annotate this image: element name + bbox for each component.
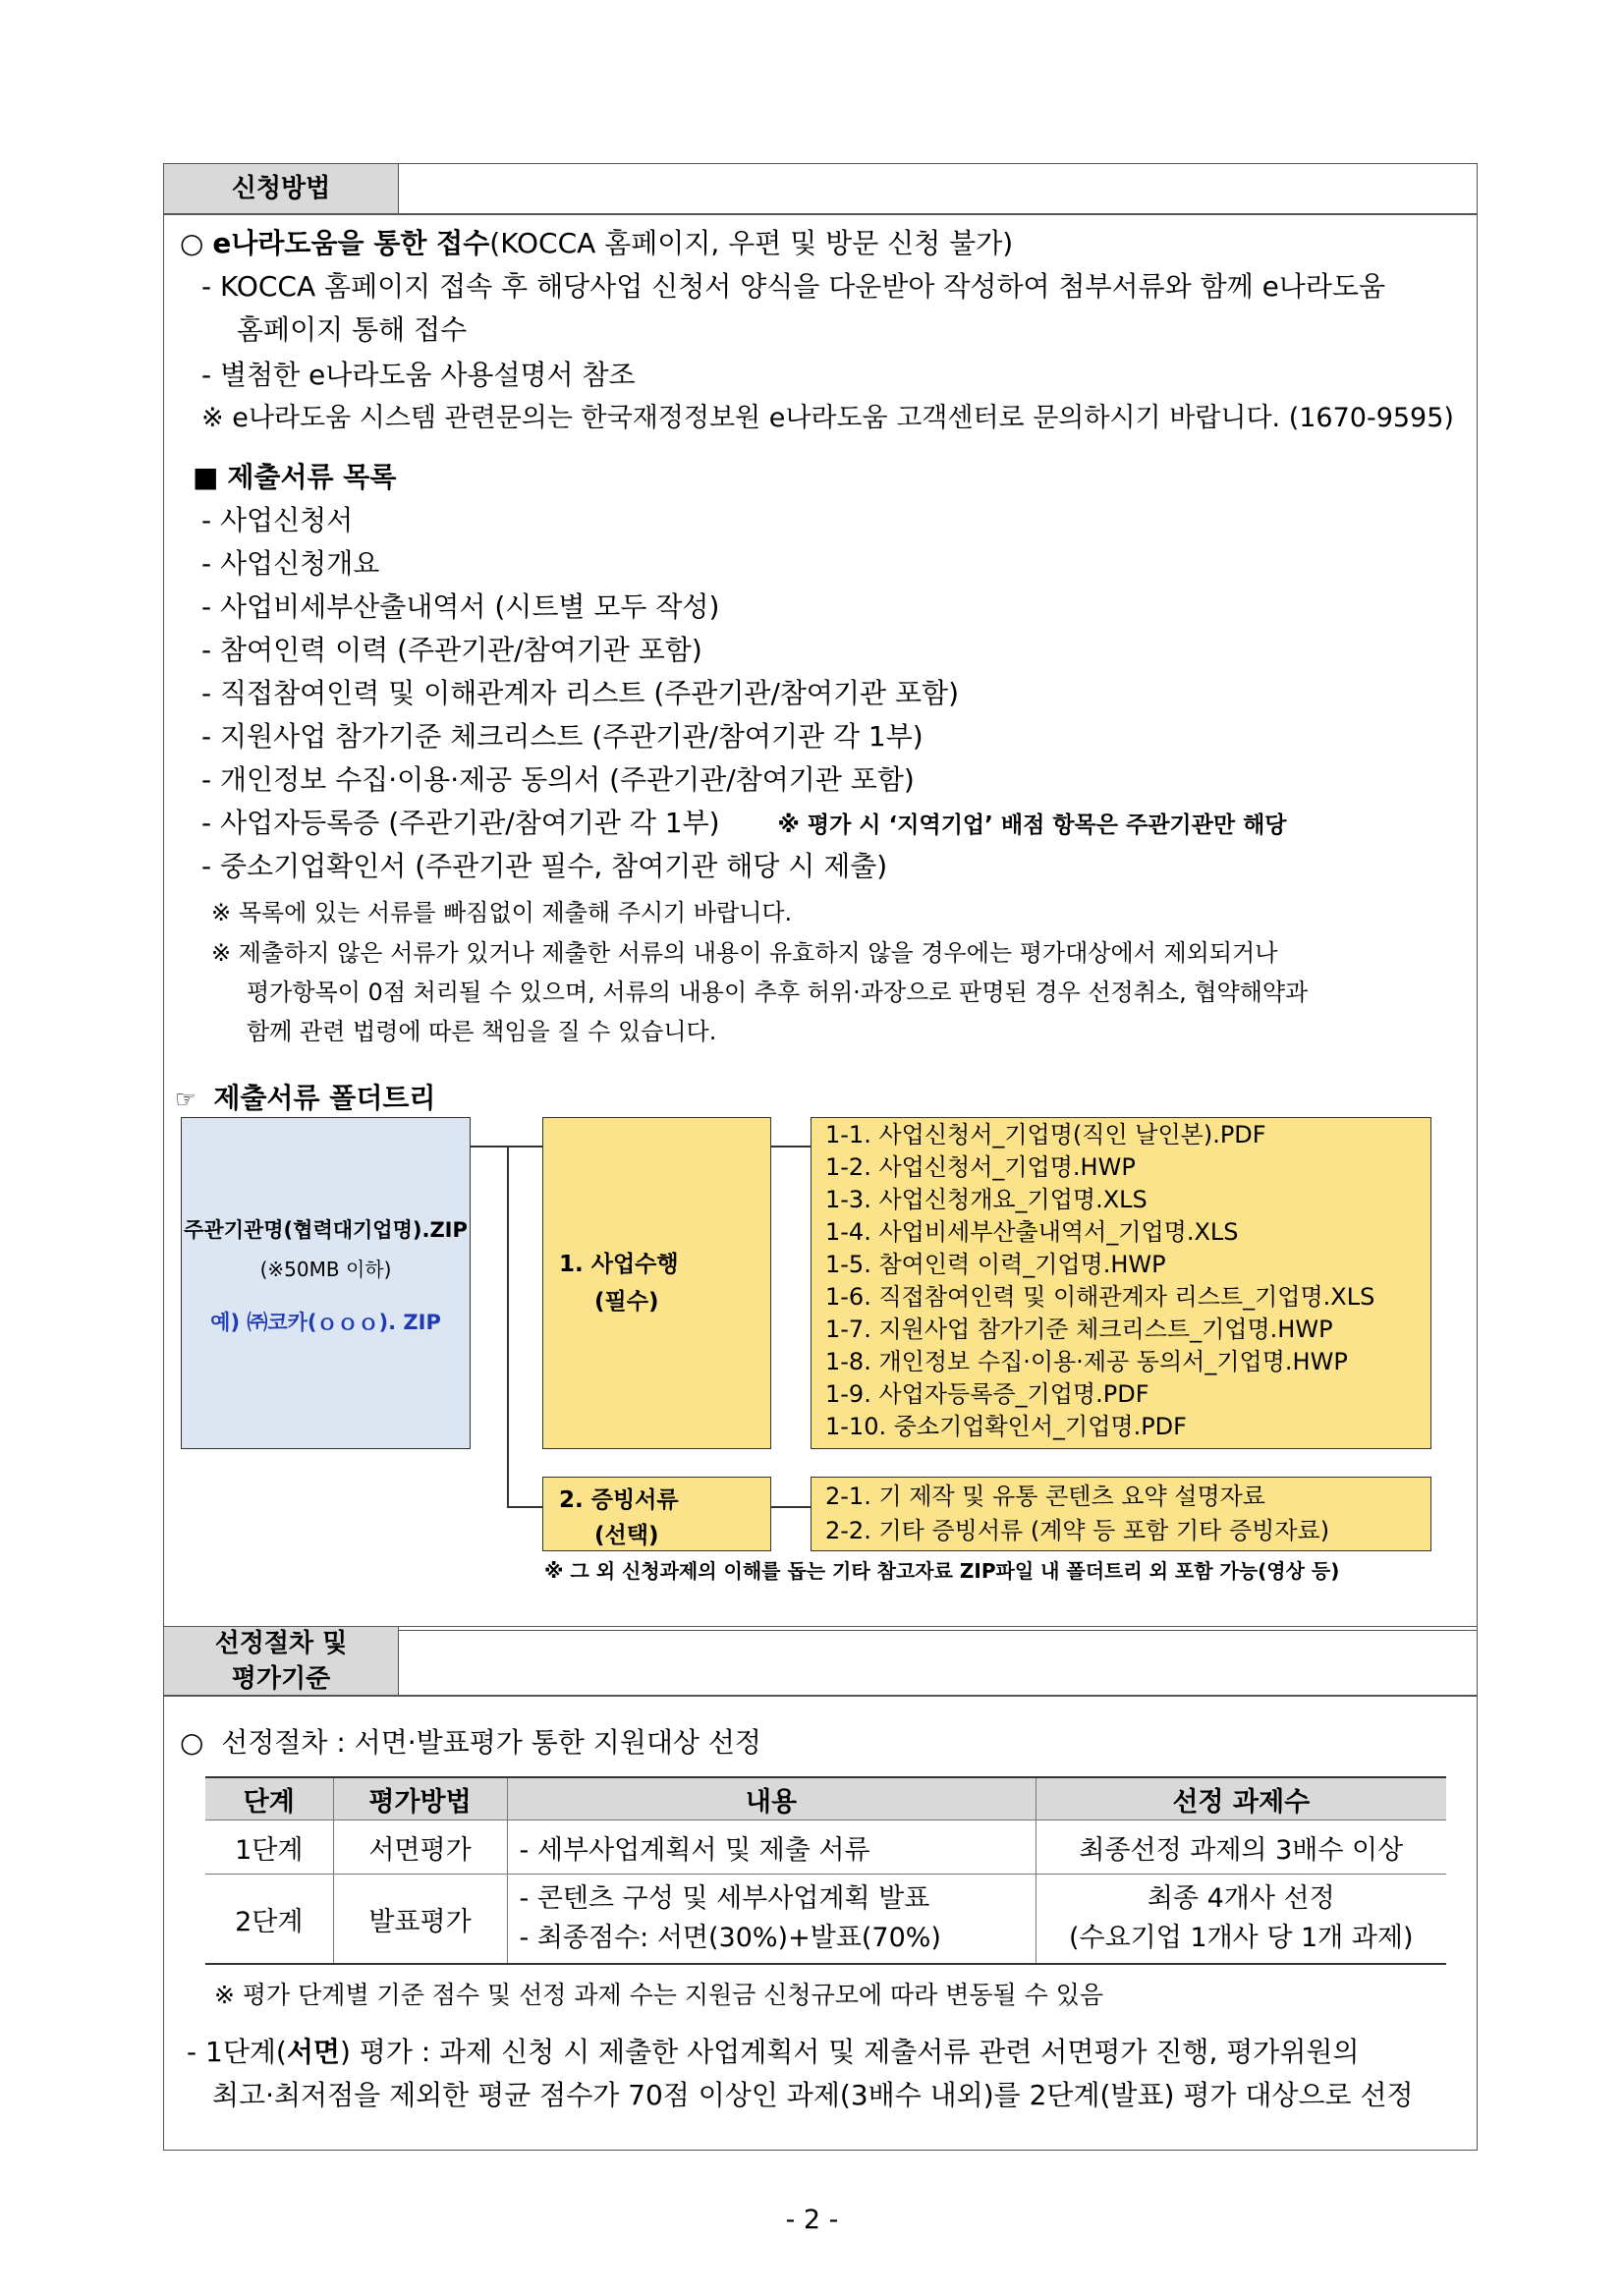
circle-bullet-icon: ○ [180, 1726, 222, 1759]
list-item: - 직접참여인력 및 이해관계자 리스트 (주관기관/참여기관 포함) [201, 677, 959, 709]
table-header-row [205, 1777, 1446, 1820]
file-item: 1-5. 참여인력 이력_기업명.HWP [825, 1251, 1166, 1278]
apply-bullet-1-line2: 홈페이지 통해 접수 [237, 313, 468, 346]
file-item: 1-4. 사업비세부산출내역서_기업명.XLS [825, 1218, 1239, 1246]
pointing-hand-icon: ☞ [175, 1086, 196, 1113]
list-item: - 사업비세부산출내역서 (시트별 모두 작성) [201, 590, 720, 623]
header-row-divider [163, 213, 1478, 215]
folder-1-files [811, 1117, 1431, 1449]
file-item: 1-3. 사업신청개요_기업명.XLS [825, 1186, 1148, 1213]
docs-note-2: ※ 제출하지 않은 서류가 있거나 제출한 서류의 내용이 유효하지 않을 경우에는 평가대상에서 제외되거나 평가항목이 0점 처리될 수 있으며, 서류의 내용이 추후 허위·과장으로 판명된 경우 선정취소, 협약해약과 함께 관련 법령에 따른 책임을 질 수 있습니다. [211, 939, 1309, 1045]
file-item: 1-10. 중소기업확인서_기업명.PDF [825, 1413, 1187, 1440]
list-item: - 지원사업 참가기준 체크리스트 (주관기관/참여기관 각 1부) [201, 720, 924, 753]
root-zip-example: 예) ㈜코카(ｏｏｏ). ZIP [210, 1311, 441, 1334]
col-header: 평가방법 [333, 1777, 507, 1820]
circle-bullet-icon: ○ [180, 227, 213, 259]
list-item: - 사업자등록증 (주관기관/참여기관 각 1부) ※ 평가 시 ‘지역기업’ 배점 항목은 주관기관만 해당 [201, 807, 1287, 839]
evaluation-table [205, 1776, 1446, 1965]
apply-note: ※ e나라도움 시스템 관련문의는 한국재정정보원 e나라도움 고객센터로 문의하시기 바랍니다. (1670-9595) [201, 403, 1454, 433]
file-item: 1-8. 개인정보 수집·이용·제공 동의서_기업명.HWP [825, 1348, 1348, 1375]
list-item: - 사업신청개요 [201, 547, 380, 580]
apply-intro: ○ e나라도움을 통한 접수(KOCCA 홈페이지, 우편 및 방문 신청 불가) [180, 227, 1014, 259]
connector-folder2-files [770, 1506, 811, 1508]
col-header: 단계 [205, 1777, 333, 1820]
list-item: - 사업신청서 [201, 504, 354, 536]
list-item: - 중소기업확인서 (주관기관 필수, 참여기관 해당 시 제출) [201, 850, 888, 882]
apply-bullet-1 [201, 267, 1459, 350]
file-item: 2-2. 기타 증빙서류 (계약 등 포함 기타 증빙자료) [825, 1517, 1330, 1544]
header-selection: 선정절차 및 평가기준 [164, 1627, 399, 1695]
header-apply-method: 신청방법 [164, 164, 399, 213]
table-row: 2단계 발표평가 - 콘텐츠 구성 및 세부사업계획 발표 - 최종점수: 서면(30%)+발표(70%) 최종 4개사 선정 (수요기업 1개사 당 1개 과제) [205, 1875, 1446, 1965]
connector-trunk [507, 1146, 509, 1507]
file-item: 1-2. 사업신청서_기업명.HWP [825, 1153, 1136, 1181]
table-row: 1단계 서면평가 - 세부사업계획서 및 제출 서류 최종선정 과제의 3배수 이상 [205, 1820, 1446, 1875]
folder-tree-footnote: ※ 그 외 신청과제의 이해를 돕는 기타 참고자료 ZIP파일 내 폴더트리 외 포함 가능(영상 등) [544, 1559, 1340, 1583]
square-bullet-icon: ■ [193, 461, 228, 493]
tree-root-zip [181, 1117, 471, 1449]
final-paragraph: - 1단계(서면) 평가 : 과제 신청 시 제출한 사업계획서 및 제출서류 관련 서면평가 진행, 평가위원의 최고·최저점을 제외한 평균 점수가 70점 이상인 과제(3배수 내외)를 2단계(발표) 평가 대상으로 선정 [187, 2036, 1414, 2111]
page-number: - 2 - [785, 2205, 839, 2235]
region-note: ※ 평가 시 ‘지역기업’ 배점 항목은 주관기관만 해당 [777, 812, 1287, 838]
header-row-divider-2 [163, 1695, 1478, 1697]
col-header: 선정 과제수 [1036, 1777, 1446, 1820]
col-header: 내용 [507, 1777, 1036, 1820]
file-item: 2-1. 기 제작 및 유통 콘텐츠 요약 설명자료 [825, 1483, 1265, 1510]
file-item: 1-9. 사업자등록증_기업명.PDF [825, 1380, 1149, 1408]
folder-2-files [811, 1477, 1431, 1551]
docs-list [201, 501, 1469, 890]
file-item: 1-7. 지원사업 참가기준 체크리스트_기업명.HWP [825, 1316, 1333, 1343]
file-item: 1-1. 사업신청서_기업명(직인 날인본).PDF [825, 1121, 1266, 1148]
folder-1-business: 1. 사업수행 (필수) [542, 1117, 771, 1449]
file-item: 1-6. 직접참여인력 및 이해관계자 리스트_기업명.XLS [825, 1283, 1375, 1311]
docs-note-1: ※ 목록에 있는 서류를 빠짐없이 제출해 주시기 바랍니다. [211, 899, 793, 926]
apply-bullet-2: - 별첨한 e나라도움 사용설명서 참조 [201, 359, 636, 391]
folder-tree-title: ☞ 제출서류 폴더트리 [175, 1082, 436, 1114]
docs-title: ■ 제출서류 목록 [193, 461, 397, 493]
root-zip-size: (※50MB 이하) [259, 1258, 392, 1281]
list-item: - 개인정보 수집·이용·제공 동의서 (주관기관/참여기관 포함) [201, 763, 915, 796]
list-item: - 참여인력 이력 (주관기관/참여기관 포함) [201, 634, 702, 666]
table-note: ※ 평가 단계별 기준 점수 및 선정 과제 수는 지원금 신청규모에 따라 변동될 수 있음 [214, 1981, 1104, 2009]
apply-bullet-1-line1: - KOCCA 홈페이지 접속 후 해당사업 신청서 양식을 다운받아 작성하여 첨부서류와 함께 e나라도움 [201, 270, 1385, 303]
connector-folder1-files [770, 1146, 811, 1148]
connector-to-folder2 [507, 1506, 542, 1508]
selection-intro: ○ 선정절차 : 서면·발표평가 통한 지원대상 선정 [180, 1726, 761, 1759]
root-zip-name: 주관기관명(협력대기업명).ZIP [184, 1218, 468, 1242]
folder-2-evidence: 2. 증빙서류 (선택) [542, 1477, 771, 1551]
